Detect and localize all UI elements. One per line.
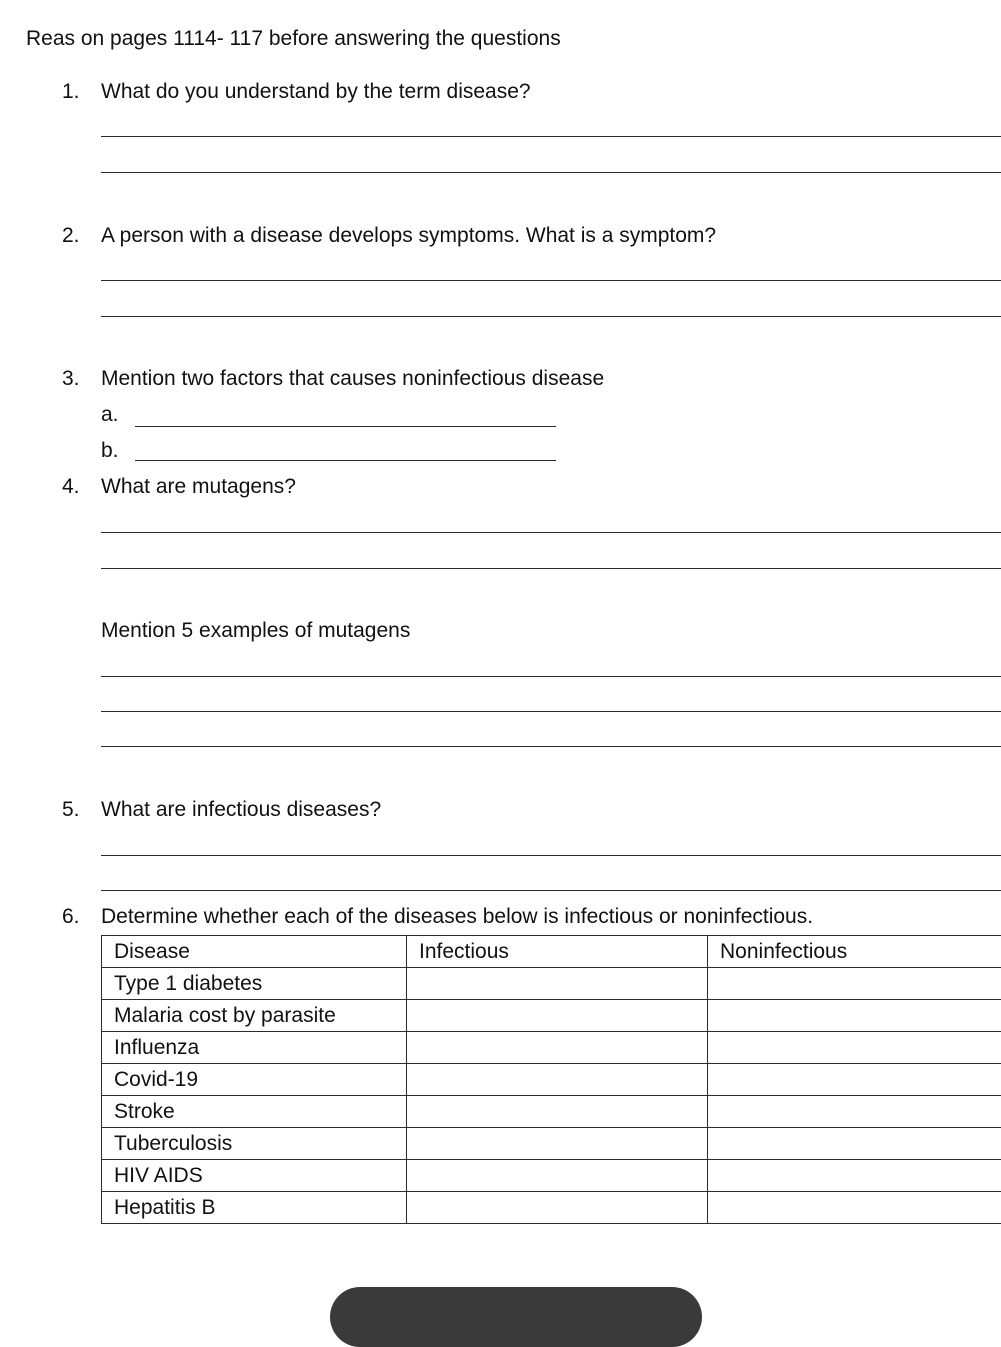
infectious-cell[interactable] bbox=[407, 1128, 708, 1160]
question-1-text: What do you understand by the term disease? bbox=[101, 80, 531, 104]
answer-line-b[interactable] bbox=[135, 460, 556, 461]
noninfectious-cell[interactable] bbox=[708, 1032, 1001, 1064]
table-row bbox=[102, 1032, 1001, 1064]
infectious-cell[interactable] bbox=[407, 1000, 708, 1032]
disease-classification-table bbox=[101, 935, 1001, 1224]
question-number-4: 4. bbox=[62, 475, 80, 499]
question-4-text: What are mutagens? bbox=[101, 475, 296, 499]
table-row bbox=[102, 1064, 1001, 1096]
question-4-subtext: Mention 5 examples of mutagens bbox=[101, 619, 410, 643]
answer-line[interactable] bbox=[101, 280, 1001, 281]
disease-name: HIV AIDS bbox=[102, 1160, 407, 1192]
header-noninfectious: Noninfectious bbox=[708, 936, 1001, 968]
answer-line[interactable] bbox=[101, 568, 1001, 569]
disease-name: Tuberculosis bbox=[102, 1128, 407, 1160]
option-a-label: a. bbox=[101, 403, 119, 427]
question-5-text: What are infectious diseases? bbox=[101, 798, 381, 822]
header-infectious: Infectious bbox=[407, 936, 708, 968]
option-b-label: b. bbox=[101, 439, 119, 463]
worksheet-instruction: Reas on pages 1114- 117 before answering the questions bbox=[26, 27, 561, 51]
disease-name: Stroke bbox=[102, 1096, 407, 1128]
question-number-1: 1. bbox=[62, 80, 80, 104]
disease-name: Type 1 diabetes bbox=[102, 968, 407, 1000]
answer-line[interactable] bbox=[101, 746, 1001, 747]
table-header-row bbox=[102, 936, 1001, 968]
noninfectious-cell[interactable] bbox=[708, 1160, 1001, 1192]
table-row bbox=[102, 1000, 1001, 1032]
answer-line[interactable] bbox=[101, 532, 1001, 533]
answer-line[interactable] bbox=[101, 172, 1001, 173]
noninfectious-cell[interactable] bbox=[708, 968, 1001, 1000]
table-row bbox=[102, 1128, 1001, 1160]
noninfectious-cell[interactable] bbox=[708, 1096, 1001, 1128]
noninfectious-cell[interactable] bbox=[708, 1000, 1001, 1032]
question-3-text: Mention two factors that causes noninfectious disease bbox=[101, 367, 604, 391]
noninfectious-cell[interactable] bbox=[708, 1192, 1001, 1224]
answer-line[interactable] bbox=[101, 136, 1001, 137]
answer-line[interactable] bbox=[101, 890, 1001, 891]
question-2-text: A person with a disease develops symptoms. What is a symptom? bbox=[101, 224, 716, 248]
header-disease: Disease bbox=[102, 936, 407, 968]
answer-line[interactable] bbox=[101, 711, 1001, 712]
home-indicator-bar[interactable] bbox=[330, 1287, 702, 1347]
table-row bbox=[102, 1192, 1001, 1224]
question-number-6: 6. bbox=[62, 905, 80, 929]
disease-name: Malaria cost by parasite bbox=[102, 1000, 407, 1032]
answer-line[interactable] bbox=[101, 855, 1001, 856]
infectious-cell[interactable] bbox=[407, 1160, 708, 1192]
disease-name: Covid-19 bbox=[102, 1064, 407, 1096]
noninfectious-cell[interactable] bbox=[708, 1128, 1001, 1160]
question-6-text: Determine whether each of the diseases below is infectious or noninfectious. bbox=[101, 905, 813, 929]
answer-line-a[interactable] bbox=[135, 426, 556, 427]
answer-line[interactable] bbox=[101, 676, 1001, 677]
noninfectious-cell[interactable] bbox=[708, 1064, 1001, 1096]
disease-name: Influenza bbox=[102, 1032, 407, 1064]
answer-line[interactable] bbox=[101, 316, 1001, 317]
question-number-3: 3. bbox=[62, 367, 80, 391]
table-row bbox=[102, 1160, 1001, 1192]
infectious-cell[interactable] bbox=[407, 1096, 708, 1128]
disease-name: Hepatitis B bbox=[102, 1192, 407, 1224]
question-number-5: 5. bbox=[62, 798, 80, 822]
table-row bbox=[102, 1096, 1001, 1128]
table-row bbox=[102, 968, 1001, 1000]
infectious-cell[interactable] bbox=[407, 968, 708, 1000]
infectious-cell[interactable] bbox=[407, 1192, 708, 1224]
infectious-cell[interactable] bbox=[407, 1032, 708, 1064]
question-number-2: 2. bbox=[62, 224, 80, 248]
infectious-cell[interactable] bbox=[407, 1064, 708, 1096]
